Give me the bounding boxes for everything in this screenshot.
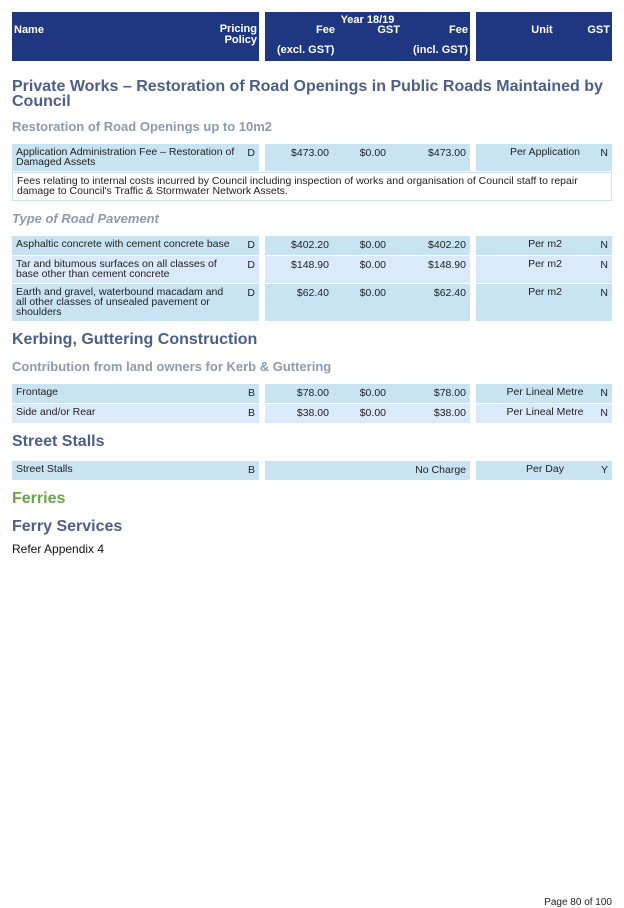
section-title-street-stalls: Street Stalls [12,433,105,450]
header-fee-excl: Fee [316,24,335,36]
fee-excl-gst: $148.90 [291,259,329,271]
header-year [265,12,470,61]
table-header [12,12,612,61]
fee-name: Application Administration Fee – Restoration of Damaged Assets [16,146,235,168]
pricing-policy: D [247,147,255,159]
fee-unit: Per m2 [528,258,562,270]
section-title-private-works: Private Works – Restoration of Road Openings in Public Roads Maintained by Council [12,78,603,110]
page-number: Page 80 of 100 [544,897,612,908]
gst-amount: $0.00 [359,407,386,419]
table-row [12,404,612,423]
gst-flag: N [600,147,608,159]
subsection-title-ferry-services: Ferry Services [12,518,123,535]
subsection-title-road-openings: Restoration of Road Openings up to 10m2 [12,119,273,134]
subsection-title-road-pavement: Type of Road Pavement [12,211,159,226]
fee-name: Side and/or Rear [16,406,96,418]
fee-incl-gst: $148.90 [428,259,466,271]
gst-flag: N [600,259,608,271]
gst-flag: N [600,287,608,299]
header-fee-incl: Fee [449,24,468,36]
table-row [12,144,612,171]
table-row [12,384,612,403]
gst-amount: $0.00 [359,287,386,299]
gst-flag: N [600,239,608,251]
header-incl-gst: (incl. GST) [413,44,468,56]
header-year-label: Year 18/19 [340,14,395,26]
table-row [12,256,612,283]
pricing-policy: B [247,387,255,399]
header-gst: GST [377,24,400,36]
fee-incl-gst: $38.00 [433,407,466,419]
section-title-ferries: Ferries [12,490,66,507]
fee-excl-gst: $38.00 [296,407,329,419]
gst-flag: Y [600,464,608,476]
fee-name: Asphaltic concrete with cement concrete base [16,238,230,250]
fee-excl-gst: $78.00 [296,387,329,399]
header-right [476,12,612,61]
fee-excl-gst: $62.40 [296,287,329,299]
gst-flag: N [600,387,608,399]
fee-no-charge: No Charge [415,464,466,476]
fee-name: Tar and bitumous surfaces on all classes of base other than cement concrete [16,258,217,280]
fee-unit: Per Day [526,463,564,475]
table-row [12,284,612,321]
fee-unit: Per Lineal Metre [506,406,584,418]
header-pricing-policy: Pricing Policy [219,23,257,46]
fee-note: Fees relating to internal costs incurred by Council including inspection of works and organisation of Council staff to repair damage to Council's Traffic & Stormwater Network Assets. [12,172,612,201]
fee-incl-gst: $62.40 [433,287,466,299]
fee-unit: Per m2 [528,238,562,250]
header-name: Name [14,24,44,36]
subsection-title-kerb-contribution: Contribution from land owners for Kerb & Guttering [12,359,332,374]
header-unit: Unit [531,24,553,36]
fee-unit: Per Application [509,146,581,158]
fee-incl-gst: $402.20 [428,239,466,251]
fee-name: Street Stalls [16,463,73,475]
fee-unit: Per Lineal Metre [506,386,584,398]
header-gst-flag: GST [587,24,610,36]
pricing-policy: D [247,239,255,251]
ferry-services-text: Refer Appendix 4 [12,542,105,556]
header-left [12,12,259,61]
fee-name: Frontage [16,386,59,398]
fee-excl-gst: $402.20 [291,239,329,251]
fee-name: Earth and gravel, waterbound macadam and all other classes of unsealed pavement or shoulders [16,286,224,318]
fee-excl-gst: $473.00 [291,147,329,159]
gst-amount: $0.00 [359,147,386,159]
table-row [12,236,612,255]
table-row [12,461,612,480]
gst-flag: N [600,407,608,419]
gst-amount: $0.00 [359,239,386,251]
fee-schedule-page [12,12,612,556]
fee-incl-gst: $473.00 [428,147,466,159]
pricing-policy: B [247,407,255,419]
gst-amount: $0.00 [359,259,386,271]
pricing-policy: B [247,464,255,476]
gst-amount: $0.00 [359,387,386,399]
fee-unit: Per m2 [528,286,562,298]
section-title-kerbing: Kerbing, Guttering Construction [12,331,258,348]
pricing-policy: D [247,259,255,271]
fee-incl-gst: $78.00 [433,387,466,399]
pricing-policy: D [247,287,255,299]
header-excl-gst: (excl. GST) [277,44,335,56]
